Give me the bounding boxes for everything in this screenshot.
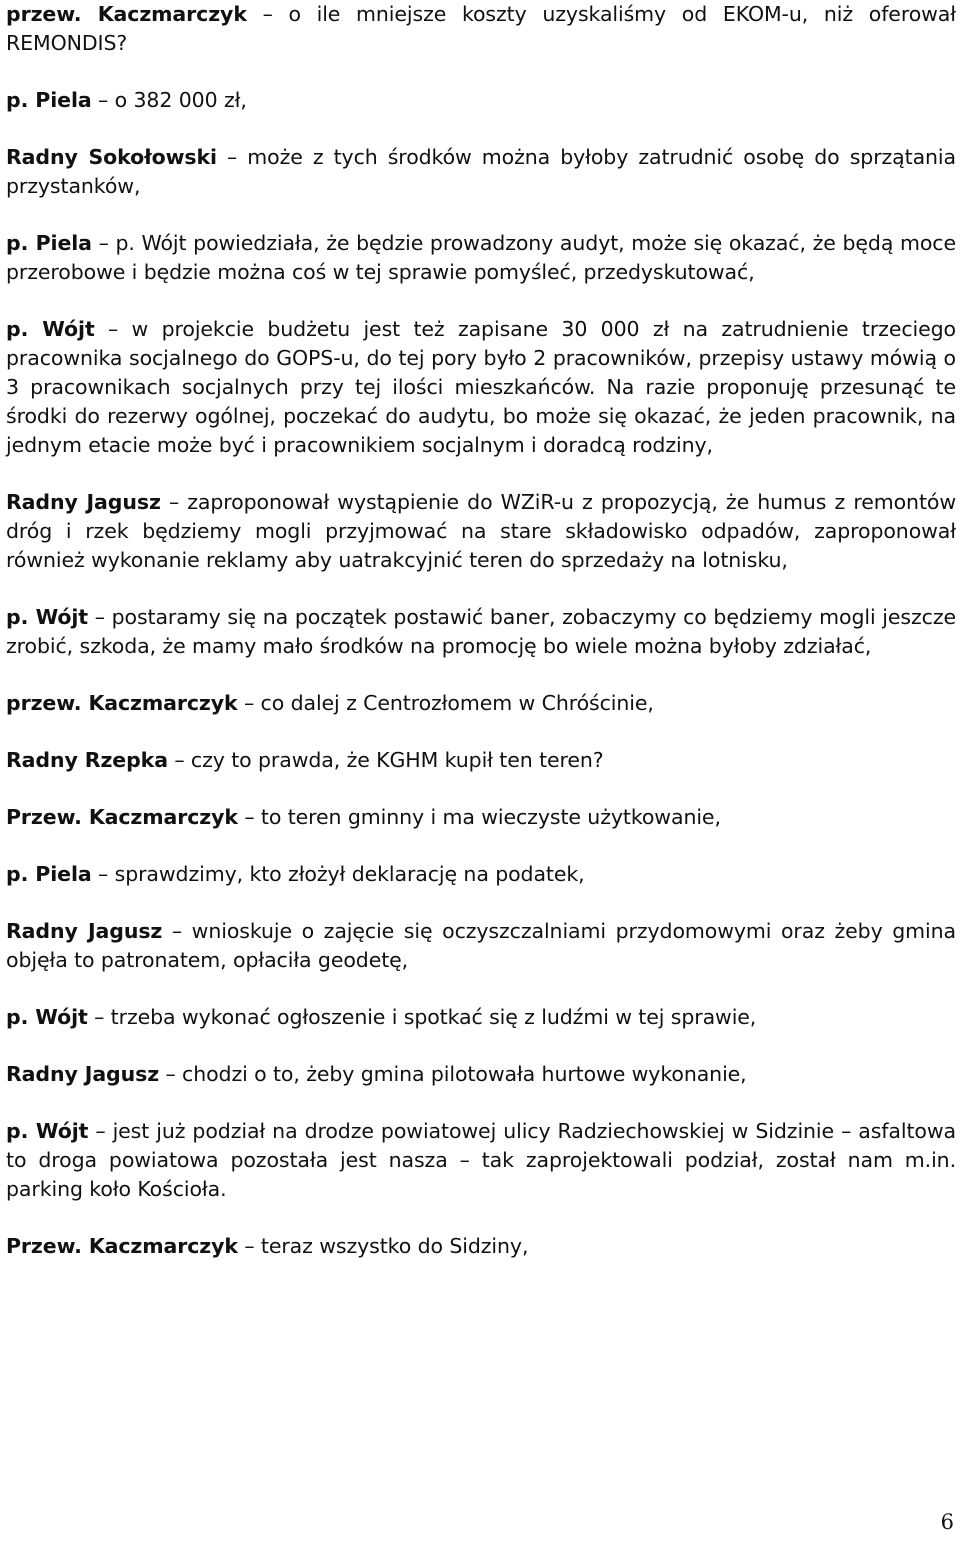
page-number: 6 xyxy=(940,1510,954,1534)
speaker-name: Radny Jagusz xyxy=(6,490,161,514)
paragraph xyxy=(6,488,956,575)
speaker-name: przew. Kaczmarczyk xyxy=(6,2,247,26)
paragraph xyxy=(6,1003,956,1032)
paragraph-text: – postaramy się na początek postawić baner, zobaczymy co będziemy mogli jeszcze zrobić, szkoda, że mamy mało środków na promocję bo wiele można byłoby zdziałać, xyxy=(6,605,956,658)
speaker-name: Przew. Kaczmarczyk xyxy=(6,1234,238,1258)
paragraph xyxy=(6,315,956,460)
speaker-name: p. Piela xyxy=(6,88,92,112)
paragraph-text: – chodzi o to, żeby gmina pilotowała hurtowe wykonanie, xyxy=(159,1062,747,1086)
paragraph-text: – to teren gminny i ma wieczyste użytkowanie, xyxy=(237,805,721,829)
speaker-name: Radny Rzepka xyxy=(6,748,168,772)
paragraph xyxy=(6,860,956,889)
paragraph xyxy=(6,1117,956,1204)
paragraph xyxy=(6,1060,956,1089)
paragraph xyxy=(6,229,956,287)
paragraph-text: – trzeba wykonać ogłoszenie i spotkać się z ludźmi w tej sprawie, xyxy=(87,1005,757,1029)
paragraph-text: – co dalej z Centrozłomem w Chróścinie, xyxy=(237,691,654,715)
paragraph-text: – zaproponował wystąpienie do WZiR-u z propozycją, że humus z remontów dróg i rzek będziemy mogli przyjmować na stare składowisko odpadów, zaproponował również wykonanie reklamy aby uatrakcyjnić teren do sprzedaży na lotnisku, xyxy=(6,490,956,572)
paragraph-text: – w projekcie budżetu jest też zapisane 30 000 zł na zatrudnienie trzeciego pracownika socjalnego do GOPS-u, do tej pory było 2 pracowników, przepisy ustawy mówią o 3 pracownikach socjalnych przy tej ilości mieszkańców. Na razie proponuję przesunąć te środki do rezerwy ogólnej, poczekać do audytu, bo może się okazać, że jeden pracownik, na jednym etacie może być i pracownikiem socjalnym i doradcą rodziny, xyxy=(6,317,956,457)
paragraph xyxy=(6,603,956,661)
paragraph-text: – jest już podział na drodze powiatowej ulicy Radziechowskiej w Sidzinie – asfaltowa to droga powiatowa pozostała jest nasza – tak zaprojektowali podział, został nam m.in. parking koło Kościoła. xyxy=(6,1119,956,1201)
speaker-name: Radny Jagusz xyxy=(6,1062,160,1086)
speaker-name: p. Wójt xyxy=(6,605,88,629)
paragraph-text: – o 382 000 zł, xyxy=(91,88,247,112)
paragraph-text: – czy to prawda, że KGHM kupił ten teren? xyxy=(167,748,604,772)
paragraph xyxy=(6,1232,956,1261)
paragraph xyxy=(6,803,956,832)
paragraph xyxy=(6,0,956,58)
speaker-name: p. Wójt xyxy=(6,1005,88,1029)
paragraph-text: – o ile mniejsze koszty uzyskaliśmy od EKOM-u, niż oferował REMONDIS? xyxy=(6,2,956,55)
paragraph-text: – wnioskuje o zajęcie się oczyszczalniami przydomowymi oraz żeby gmina objęła to patronatem, opłaciła geodetę, xyxy=(6,919,956,972)
paragraph-text: – teraz wszystko do Sidziny, xyxy=(237,1234,529,1258)
paragraph-text: – p. Wójt powiedziała, że będzie prowadzony audyt, może się okazać, że będą moce przerobowe i będzie można coś w tej sprawie pomyśleć, przedyskutować, xyxy=(6,231,956,284)
speaker-name: p. Wójt xyxy=(6,1119,89,1143)
paragraph xyxy=(6,143,956,201)
speaker-name: p. Wójt xyxy=(6,317,95,341)
paragraph xyxy=(6,86,956,115)
document-body xyxy=(6,0,956,1289)
speaker-name: Radny Sokołowski xyxy=(6,145,217,169)
speaker-name: Przew. Kaczmarczyk xyxy=(6,805,238,829)
speaker-name: p. Piela xyxy=(6,862,92,886)
paragraph-text: – może z tych środków można byłoby zatrudnić osobę do sprzątania przystanków, xyxy=(6,145,956,198)
speaker-name: przew. Kaczmarczyk xyxy=(6,691,238,715)
speaker-name: Radny Jagusz xyxy=(6,919,163,943)
paragraph xyxy=(6,746,956,775)
paragraph xyxy=(6,917,956,975)
paragraph xyxy=(6,689,956,718)
speaker-name: p. Piela xyxy=(6,231,92,255)
paragraph-text: – sprawdzimy, kto złożył deklarację na podatek, xyxy=(91,862,585,886)
